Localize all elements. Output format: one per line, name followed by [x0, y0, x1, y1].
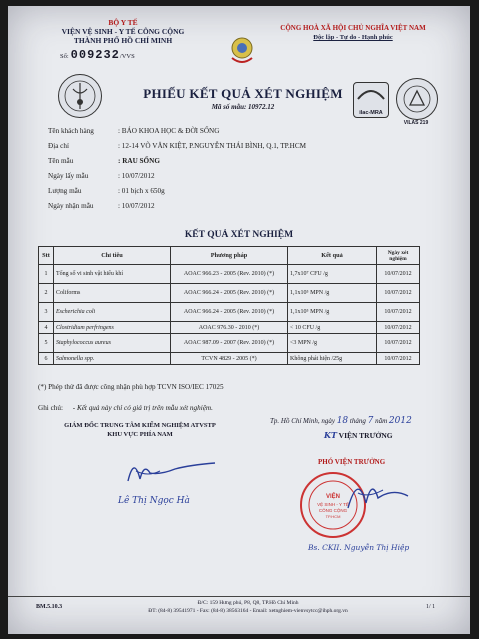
results-table [38, 246, 420, 365]
signer-right-deputy: PHÓ VIỆN TRƯỞNG [318, 458, 386, 466]
svg-text:VỆ SINH - Y TẾ: VỆ SINH - Y TẾ [317, 502, 349, 507]
row-date: 10/07/2012 [377, 322, 420, 334]
signature-left-title: GIÁM ĐỐC TRUNG TÂM KIỂM NGHIỆM ATVSTP KHU VỰC PHÍA NAM [64, 422, 216, 438]
national-motto: Độc lập - Tự do - Hạnh phúc [313, 34, 393, 41]
date-day: 18 [336, 416, 349, 426]
info-value: : RAU SỐNG [118, 157, 160, 165]
info-label: Lượng mẫu [48, 187, 82, 195]
svg-text:VIỆN: VIỆN [325, 494, 341, 500]
row-criteria: Escherichia coli [54, 303, 171, 322]
info-value: : 10/07/2012 [118, 172, 155, 180]
row-stt: 5 [39, 334, 54, 353]
accreditation-note: (*) Phép thử đã được công nhận phù hợp TCVN ISO/IEC 17025 [38, 383, 224, 391]
header-test-date: Ngày xét nghiệm [377, 247, 420, 265]
footer-address: Đ/C: 159 Hưng phú, P8, Q8, TP.Hồ Chí Minh [197, 600, 299, 606]
serial-value: 009232 [70, 48, 120, 62]
row-method: AOAC 966.24 - 2005 (Rev. 2010) (*) [171, 303, 288, 322]
info-label: Tên mẫu [48, 157, 74, 165]
info-row [48, 187, 448, 202]
row-result: 1,1x10⁵ MPN /g [288, 303, 377, 322]
info-label: Ngày nhận mẫu [48, 202, 94, 210]
info-value: : 12-14 VÕ VĂN KIỆT, P.NGUYỄN THÁI BÌNH, Q.1, TP.HCM [118, 142, 307, 150]
signer-right-role: KT VIỆN TRƯỞNG [324, 430, 393, 440]
emblem-icon [228, 36, 256, 66]
row-method: AOAC 966.23 - 2005 (Rev. 2010) (*) [171, 265, 288, 284]
row-method: AOAC 966.24 - 2005 (Rev. 2010) (*) [171, 284, 288, 303]
results-title: KẾT QUẢ XÉT NGHIỆM [184, 230, 294, 240]
header-left [38, 18, 208, 45]
footer-contact [98, 599, 398, 615]
signer-left-name: Lê Thị Ngọc Hà [118, 496, 190, 506]
info-row [48, 202, 448, 217]
row-result: <3 MPN /g [288, 334, 377, 353]
institute-city: THÀNH PHỐ HỒ CHÍ MINH [73, 36, 173, 45]
serial-number: Số: 009232/VVS [60, 48, 135, 62]
note-text: - Kết quả này chỉ có giá trị trên mẫu xét nghiệm. [72, 404, 213, 412]
ilac-mra-logo-icon: ilac-MRA [353, 82, 389, 118]
info-label: Địa chỉ [48, 142, 69, 150]
table-row [39, 265, 420, 284]
row-stt: 1 [39, 265, 54, 284]
row-method: AOAC 976.30 - 2010 (*) [171, 322, 288, 334]
institute-name: VIỆN VỆ SINH - Y TẾ CÔNG CỘNG [61, 27, 185, 36]
row-criteria: Salmonella spp. [54, 353, 171, 365]
results-table-wrapper [38, 246, 420, 365]
info-value: : 01 bịch x 650g [118, 187, 165, 195]
row-date: 10/07/2012 [377, 353, 420, 365]
row-stt: 2 [39, 284, 54, 303]
note [38, 404, 213, 412]
row-criteria: Staphylococcus aureus [54, 334, 171, 353]
row-result: < 10 CFU /g [288, 322, 377, 334]
row-result: 1,1x10⁵ MPN /g [288, 284, 377, 303]
header-method: Phương pháp [171, 247, 288, 265]
date-year: 2012 [388, 416, 412, 426]
document-page [8, 6, 470, 634]
footer-phone-email: ĐT: (84-8) 39541971 - Fax: (84-8) 38563164 - Email: xetnghiem-vienvsytcc@ihph.org.vn [148, 608, 348, 614]
row-method: TCVN 4829 - 2005 (*) [171, 353, 288, 365]
table-row [39, 322, 420, 334]
footer-divider [8, 596, 470, 597]
sample-info [48, 127, 448, 217]
table-row [39, 303, 420, 322]
signature-right-icon [338, 468, 418, 528]
row-criteria: Clostridium perfringens [54, 322, 171, 334]
info-row [48, 157, 448, 172]
table-row [39, 353, 420, 365]
info-label: Tên khách hàng [48, 127, 94, 135]
row-date: 10/07/2012 [377, 303, 420, 322]
date-month: 7 [367, 416, 374, 426]
document-title: PHIẾU KẾT QUẢ XÉT NGHIỆM [143, 86, 343, 101]
table-row [39, 284, 420, 303]
vilas-label: VILAS 219 [403, 120, 429, 126]
info-row [48, 172, 448, 187]
row-stt: 6 [39, 353, 54, 365]
signer-right-name: Bs. CKII. Nguyễn Thị Hiệp [308, 543, 410, 552]
header-stt: Stt [39, 247, 54, 265]
header-criteria: Chỉ tiêu [54, 247, 171, 265]
row-date: 10/07/2012 [377, 284, 420, 303]
info-value: : 10/07/2012 [118, 202, 155, 210]
header-right [253, 24, 453, 42]
ministry-name: BỘ Y TẾ [108, 18, 138, 27]
republic-name: CỘNG HOÀ XÃ HỘI CHỦ NGHĨA VIỆT NAM [280, 24, 426, 32]
signature-left-icon [120, 451, 230, 491]
note-label: Ghi chú: [38, 404, 63, 412]
table-header-row [39, 247, 420, 265]
table-row [39, 334, 420, 353]
row-stt: 3 [39, 303, 54, 322]
row-criteria: Coliforms [54, 284, 171, 303]
info-row [48, 142, 448, 157]
institute-logo-icon [58, 74, 102, 118]
info-value: : BÁO KHOA HỌC & ĐỜI SỐNG [118, 127, 220, 135]
vilas-logo-icon [396, 78, 438, 120]
info-row [48, 127, 448, 142]
form-code: BM.5.10.3 [36, 604, 63, 610]
row-stt: 4 [39, 322, 54, 334]
header-result: Kết quả [288, 247, 377, 265]
row-result: Không phát hiện /25g [288, 353, 377, 365]
svg-text:TP.HCM: TP.HCM [325, 514, 341, 519]
row-date: 10/07/2012 [377, 334, 420, 353]
page-number: 1/ 1 [426, 604, 436, 610]
sample-code: Mã số mẫu: 10972.12 [211, 103, 275, 111]
row-method: AOAC 987.09 - 2007 (Rev. 2010) (*) [171, 334, 288, 353]
row-date: 10/07/2012 [377, 265, 420, 284]
row-result: 1,7x10⁷ CFU /g [288, 265, 377, 284]
place-date: Tp. Hồ Chí Minh, ngày 18 tháng 7 năm 2012 [270, 416, 412, 426]
row-criteria: Tổng số vi sinh vật hiếu khí [54, 265, 171, 284]
svg-text:CÔNG CỘNG: CÔNG CỘNG [318, 508, 348, 513]
info-label: Ngày lấy mẫu [48, 172, 89, 180]
